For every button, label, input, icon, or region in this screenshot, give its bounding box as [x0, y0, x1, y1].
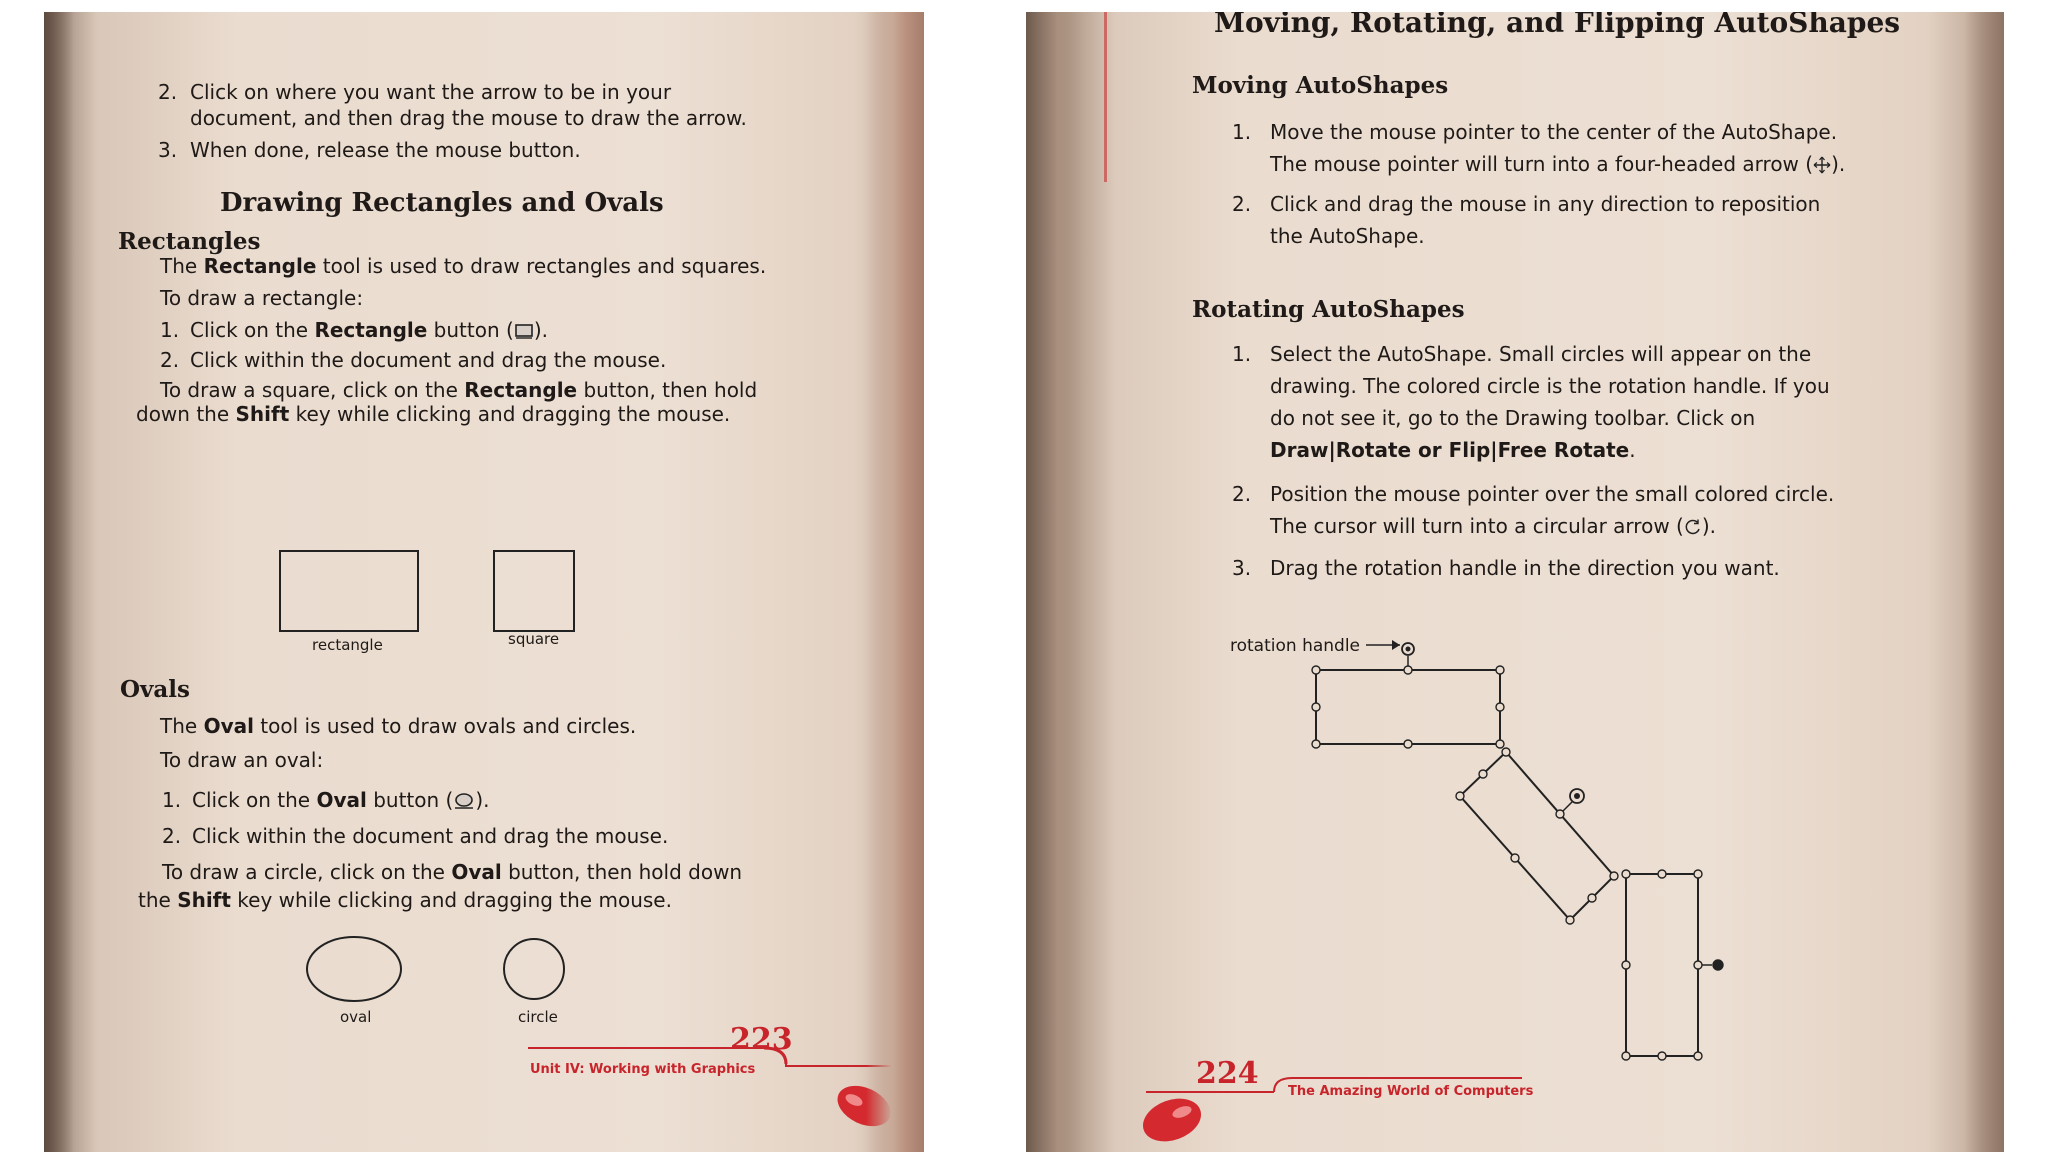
rotating-step-1-line-1: Select the AutoShape. Small circles will appear on the [1270, 342, 1812, 366]
moving-step-2-line-1: Click and drag the mouse in any direction to reposition [1270, 192, 1821, 216]
red-blob-decoration [831, 1078, 897, 1134]
rectangle-intro: The Rectangle tool is used to draw rectangles and squares. [160, 254, 767, 278]
vertical-rectangle [1622, 870, 1723, 1060]
oval-caption: oval [340, 1008, 372, 1026]
rotating-step-2-line-2: The cursor will turn into a circular arrow ( ). [1270, 514, 1717, 538]
step-number: 1. [1232, 342, 1252, 366]
rectangle-step-1: Click on the Rectangle button ( ). [190, 318, 548, 342]
rotation-handle-label: rotation handle [1230, 636, 1361, 656]
to-draw-oval: To draw an oval: [160, 748, 324, 772]
oval-step-2: Click within the document and drag the mouse. [192, 824, 669, 848]
circle-example [504, 939, 564, 999]
circle-note-line-2: the Shift key while clicking and dragging the mouse. [138, 888, 672, 912]
right-page [1026, 12, 2004, 1152]
section-title: Moving, Rotating, and Flipping AutoShapes [1214, 12, 1901, 39]
moving-step-2-line-2: the AutoShape. [1270, 224, 1425, 248]
rectangles-heading: Rectangles [118, 228, 261, 255]
square-note-line-1: To draw a square, click on the Rectangle button, then hold [160, 378, 758, 402]
moving-step-1-line-2: The mouse pointer will turn into a four-headed arrow ( ). [1270, 152, 1846, 176]
square-caption: square [508, 630, 560, 648]
left-page [44, 12, 924, 1152]
circle-caption: circle [518, 1008, 558, 1026]
rotating-step-2-line-1: Position the mouse pointer over the small colored circle. [1270, 482, 1835, 506]
step-number: 1. [1232, 120, 1252, 144]
section-title: Drawing Rectangles and Ovals [220, 188, 664, 218]
moving-step-1-line-1: Move the mouse pointer to the center of the AutoShape. [1270, 120, 1838, 144]
rotating-step-1-line-3: do not see it, go to the Drawing toolbar. Click on [1270, 406, 1756, 430]
rotating-heading: Rotating AutoShapes [1192, 296, 1465, 323]
step-number: 1. [162, 788, 182, 812]
step-number: 2. [162, 824, 182, 848]
rotation-figure [1026, 12, 2004, 1152]
square-example [494, 551, 574, 631]
square-note-line-2: down the Shift key while clicking and dragging the mouse. [136, 402, 731, 426]
step-number: 2. [160, 348, 180, 372]
oval-step-1: Click on the Oval button ( ). [192, 788, 490, 812]
selected-rectangle [1312, 643, 1504, 748]
rectangle-caption: rectangle [312, 636, 383, 654]
page-number: 224 [1196, 1056, 1259, 1091]
step-text: Click on where you want the arrow to be in your [190, 80, 672, 104]
oval-tool-icon [453, 792, 475, 810]
step-number: 3. [1232, 556, 1252, 580]
to-draw-rectangle: To draw a rectangle: [160, 286, 364, 310]
running-title: Unit IV: Working with Graphics [530, 1062, 756, 1077]
rectangle-step-2: Click within the document and drag the mouse. [190, 348, 667, 372]
step-text: When done, release the mouse button. [190, 138, 581, 162]
moving-heading: Moving AutoShapes [1192, 72, 1449, 99]
step-number: 2. [1232, 482, 1252, 506]
step-number: 1. [160, 318, 180, 342]
rotating-step-3: Drag the rotation handle in the direction you want. [1270, 556, 1780, 580]
step-number: 2. [1232, 192, 1252, 216]
footer-ornament [524, 1030, 904, 1140]
rectangle-example [280, 551, 418, 631]
step-number: 2. [158, 80, 178, 104]
step-text: document, and then drag the mouse to draw the arrow. [190, 106, 747, 130]
oval-intro: The Oval tool is used to draw ovals and circles. [160, 714, 637, 738]
step-number: 3. [158, 138, 178, 162]
rotating-step-1-line-2: drawing. The colored circle is the rotation handle. If you [1270, 374, 1830, 398]
rotation-handle [1713, 960, 1723, 970]
circle-note-line-1: To draw a circle, click on the Oval button, then hold down [162, 860, 743, 884]
red-blob-decoration [1137, 1091, 1207, 1149]
page-number: 223 [730, 1022, 793, 1057]
running-title: The Amazing World of Computers [1288, 1084, 1534, 1099]
oval-example [307, 937, 401, 1001]
rotating-step-1-line-4: Draw|Rotate or Flip|Free Rotate. [1270, 438, 1636, 462]
shapes-figure [44, 12, 924, 1112]
ovals-heading: Ovals [120, 676, 190, 703]
rotated-rectangle [1456, 748, 1618, 924]
